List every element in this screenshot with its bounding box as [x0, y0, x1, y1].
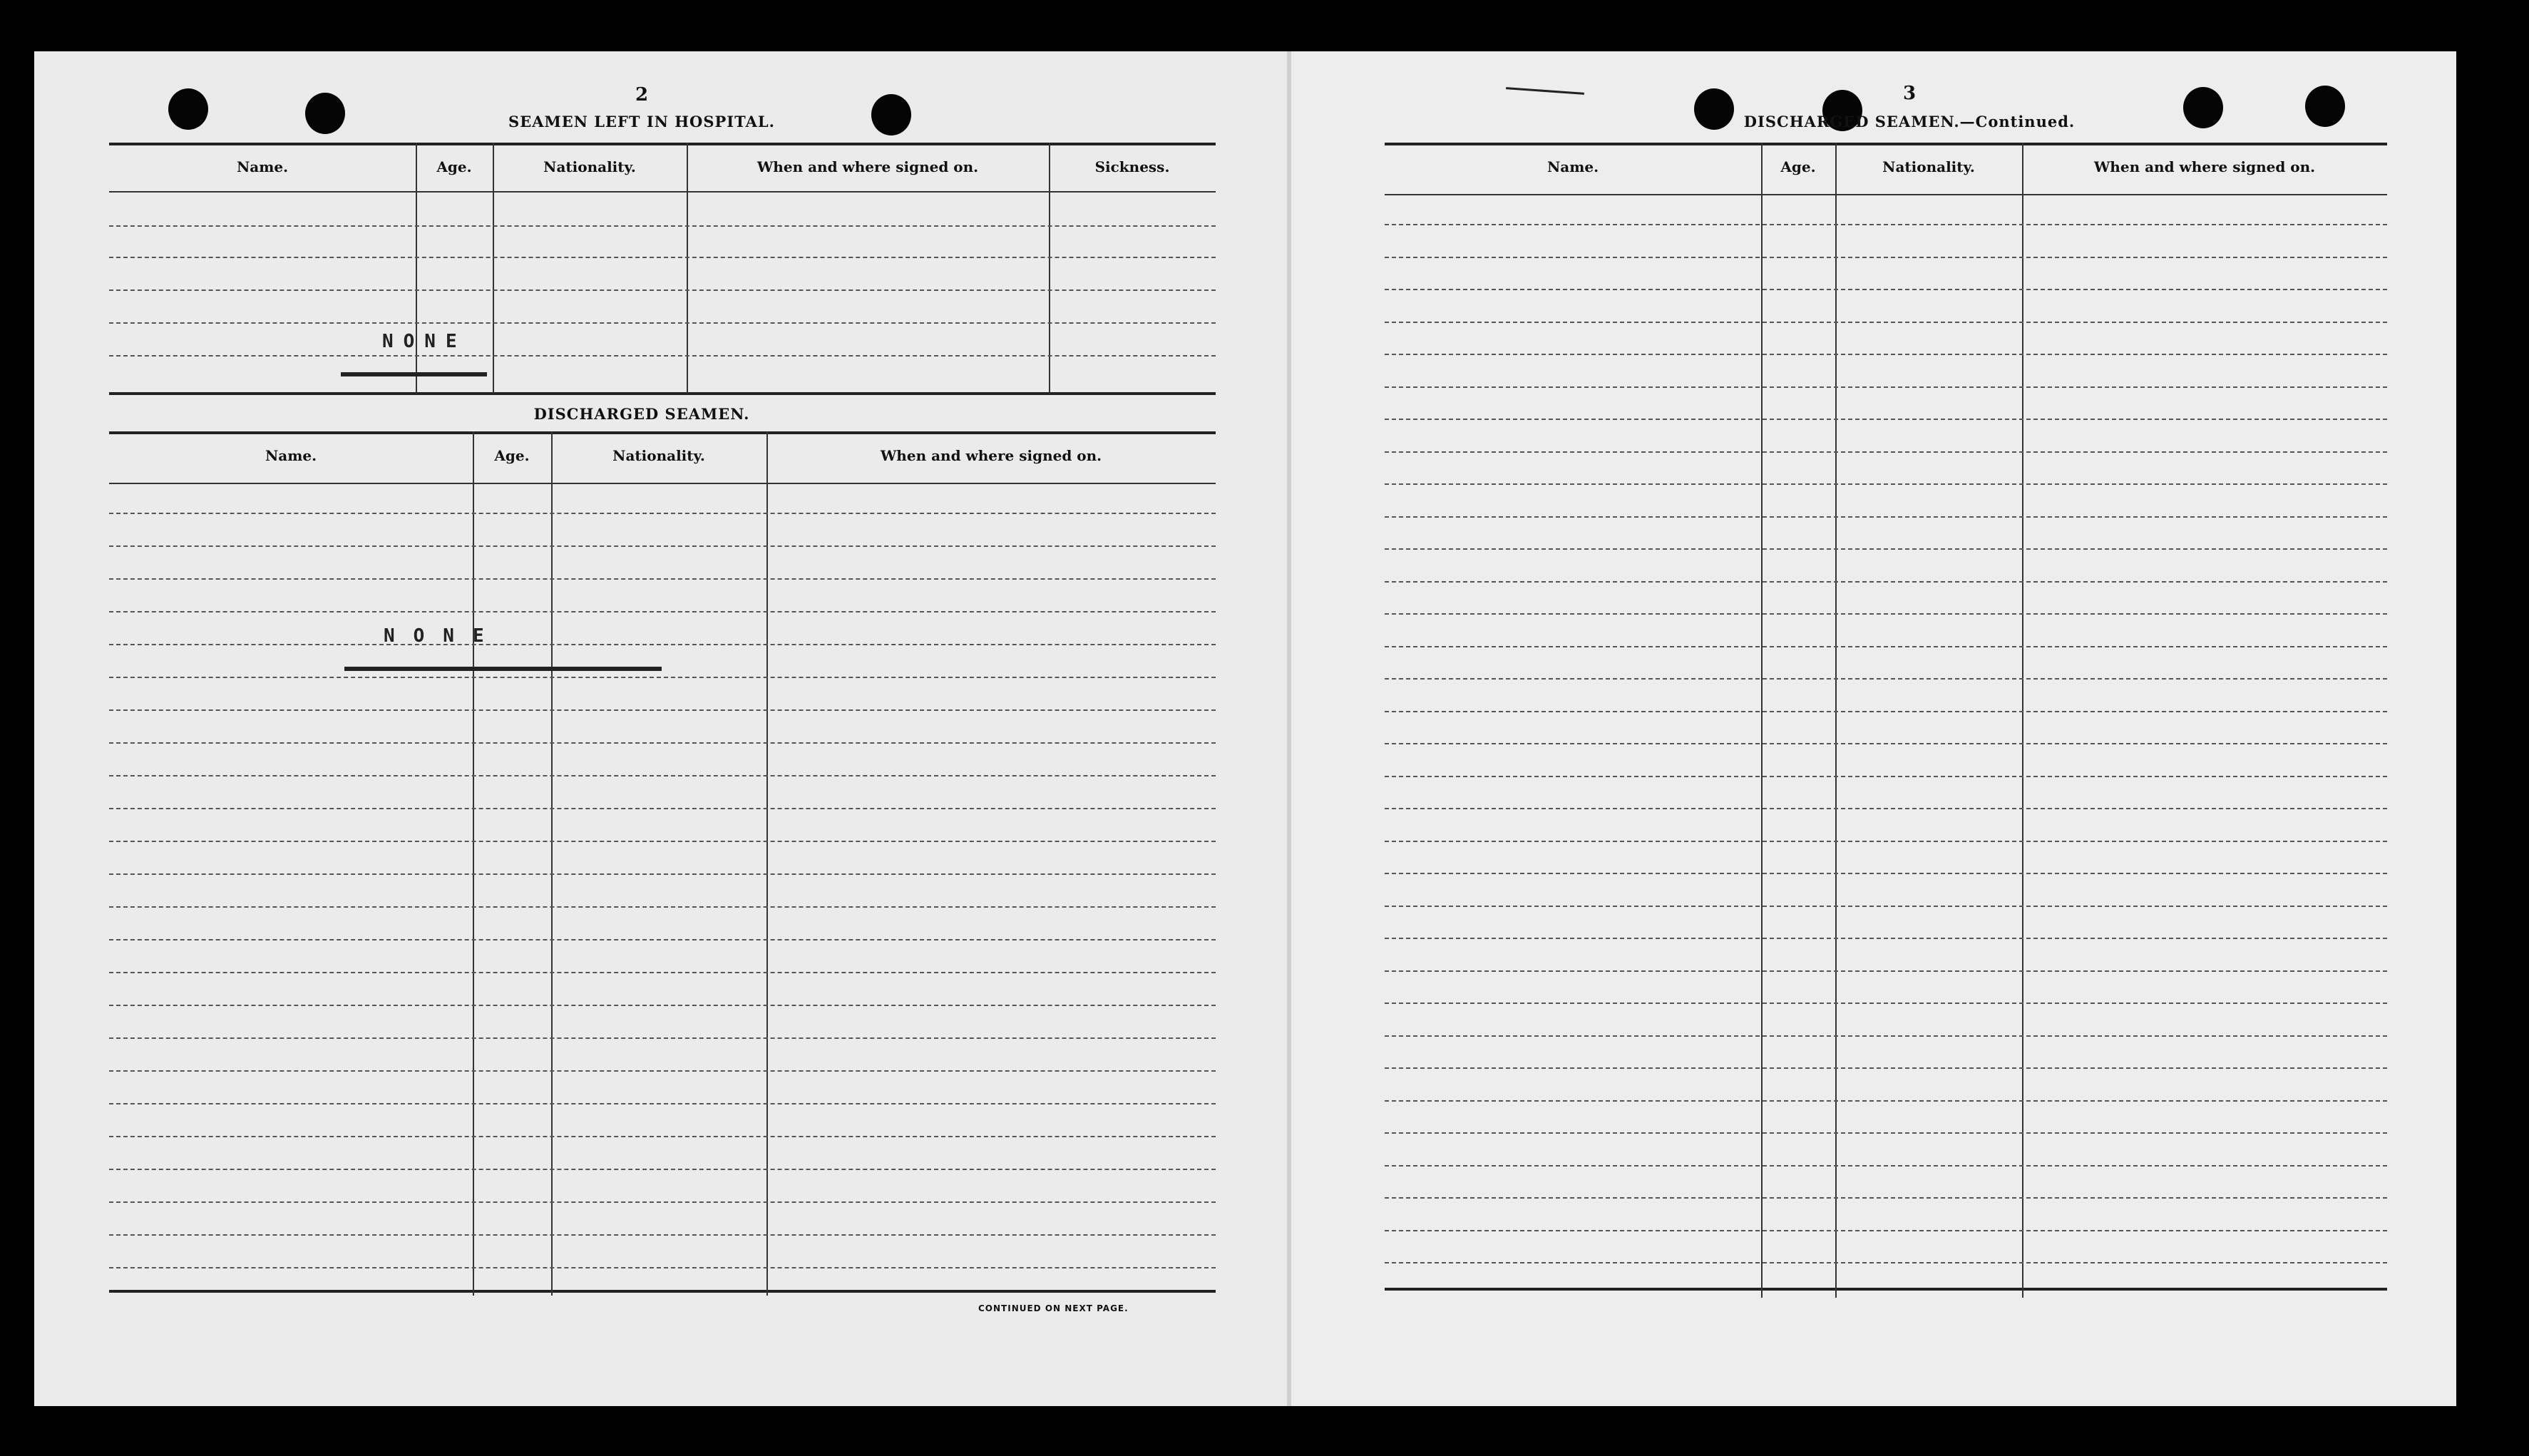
ruled-line	[1385, 970, 2387, 972]
discharged-continued-title: DISCHARGED SEAMEN.—Continued.	[1743, 113, 2076, 130]
column-header-sickness: Sickness.	[1094, 158, 1170, 175]
ruled-line	[1385, 1035, 2387, 1037]
ruled-line	[109, 545, 1216, 547]
column-header-signed-on: When and where signed on.	[2093, 158, 2316, 175]
ruled-line	[109, 906, 1216, 908]
ruled-line	[109, 1005, 1216, 1006]
ruled-line	[1385, 1067, 2387, 1069]
ruled-line	[1385, 1165, 2387, 1167]
column-header-age: Age.	[436, 158, 472, 175]
none-stamp: NONE	[382, 331, 467, 352]
ruled-line	[109, 611, 1216, 612]
ruled-line	[109, 1103, 1216, 1104]
punch-hole-icon	[168, 88, 208, 130]
ruled-line	[1385, 419, 2387, 420]
column-header-nationality: Nationality.	[543, 158, 636, 175]
ruled-line	[109, 742, 1216, 744]
ruled-line	[1385, 516, 2387, 518]
ruled-line	[109, 578, 1216, 580]
ruled-line	[1385, 711, 2387, 712]
column-header-age: Age.	[494, 447, 530, 464]
ruled-line	[109, 841, 1216, 842]
ruled-line	[1385, 224, 2387, 225]
punch-hole-icon	[305, 93, 345, 134]
ruled-line	[109, 1136, 1216, 1137]
column-header-signed-on: When and where signed on.	[756, 158, 979, 175]
hospital-table	[109, 143, 1216, 394]
ruled-line	[1385, 1100, 2387, 1102]
ruled-line	[109, 644, 1216, 645]
column-header-name: Name.	[1546, 158, 1599, 175]
ruled-line	[109, 1234, 1216, 1236]
ruled-line	[109, 873, 1216, 875]
continued-note: CONTINUED ON NEXT PAGE.	[978, 1303, 1129, 1313]
ruled-line	[1385, 257, 2387, 258]
ruled-line	[109, 1201, 1216, 1203]
column-header-nationality: Nationality.	[612, 447, 705, 464]
ruled-line	[1385, 776, 2387, 777]
ruled-line	[1385, 841, 2387, 842]
ruled-line	[109, 775, 1216, 776]
ruled-line	[1385, 678, 2387, 680]
page-number: 2	[635, 84, 649, 106]
ruled-line	[109, 677, 1216, 678]
page-fold	[1287, 51, 1291, 1406]
none-stamp: NONE	[384, 625, 503, 647]
ruled-line	[1385, 322, 2387, 323]
punch-hole-icon	[871, 94, 911, 135]
ruled-line	[1385, 646, 2387, 647]
page-number: 3	[1902, 83, 1917, 104]
ruled-line	[1385, 386, 2387, 388]
column-header-name: Name.	[265, 447, 317, 464]
ruled-line	[1385, 289, 2387, 290]
column-header-signed-on: When and where signed on.	[880, 447, 1102, 464]
ruled-line	[1385, 1262, 2387, 1263]
column-header-nationality: Nationality.	[1882, 158, 1975, 175]
ruled-line	[1385, 1132, 2387, 1134]
ruled-line	[109, 1037, 1216, 1039]
ruled-line	[1385, 483, 2387, 485]
stamp-underline	[344, 667, 662, 671]
ruled-line	[1385, 451, 2387, 453]
ruled-line	[109, 939, 1216, 940]
ruled-line	[1385, 808, 2387, 809]
ruled-line	[109, 1169, 1216, 1170]
ruled-line	[109, 709, 1216, 711]
ruled-line	[109, 1070, 1216, 1072]
ruled-line	[1385, 1197, 2387, 1199]
ruled-line	[109, 808, 1216, 809]
ruled-line	[1385, 548, 2387, 550]
ruled-line	[1385, 613, 2387, 615]
punch-hole-icon	[2183, 87, 2223, 128]
column-header-age: Age.	[1780, 158, 1816, 175]
ruled-line	[1385, 906, 2387, 907]
ruled-line	[1385, 1003, 2387, 1004]
hospital-section-title: SEAMEN LEFT IN HOSPITAL.	[508, 113, 775, 130]
ruled-line	[1385, 581, 2387, 583]
ruled-line	[1385, 1230, 2387, 1231]
discharged-table-left	[109, 431, 1216, 1296]
ruled-line	[1385, 354, 2387, 355]
stamp-underline	[341, 372, 487, 376]
column-header-name: Name.	[236, 158, 289, 175]
ruled-line	[109, 513, 1216, 514]
ruled-line	[1385, 873, 2387, 874]
discharged-section-title: DISCHARGED SEAMEN.	[533, 405, 750, 423]
discharged-table-right	[1385, 143, 2387, 1298]
ruled-line	[109, 1267, 1216, 1268]
ruled-line	[1385, 743, 2387, 744]
ruled-line	[1385, 938, 2387, 939]
ruled-line	[109, 972, 1216, 973]
punch-hole-icon	[2305, 86, 2345, 127]
